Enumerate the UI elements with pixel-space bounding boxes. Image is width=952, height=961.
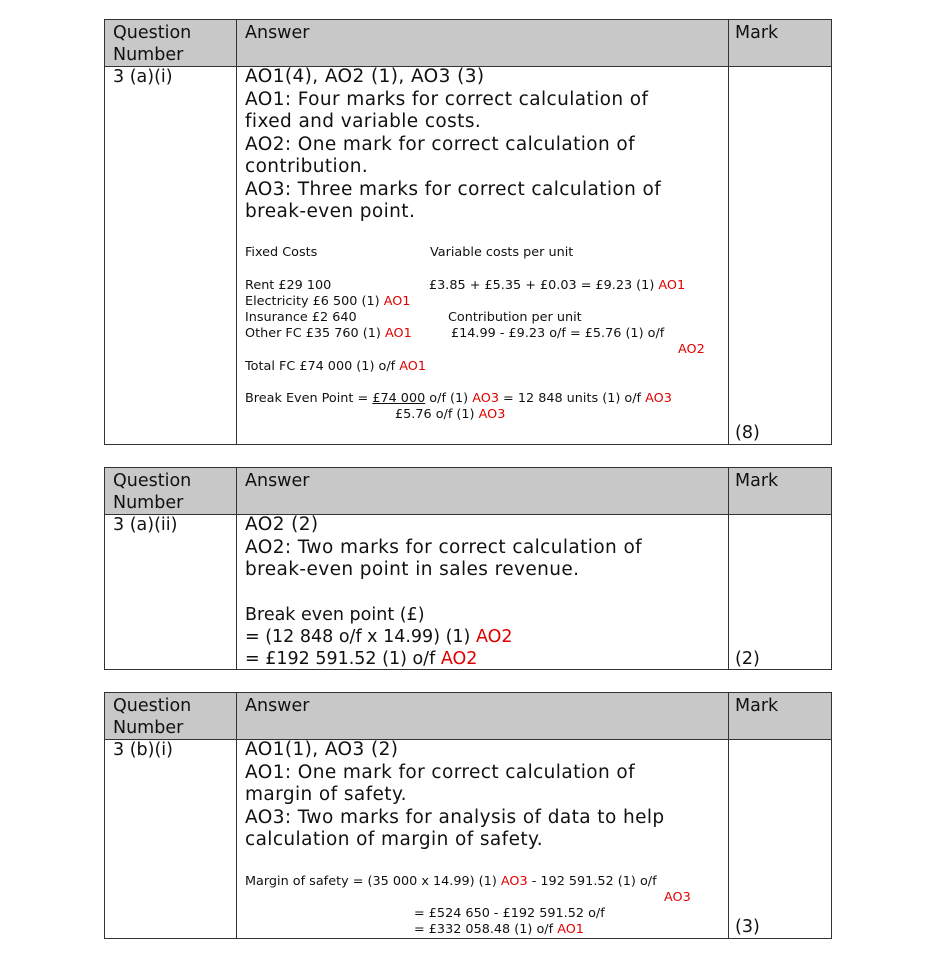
question-number: 3 (a)(ii) <box>113 515 178 535</box>
fixed-costs-label: Fixed Costs <box>245 245 318 260</box>
question-number: 3 (a)(i) <box>113 67 173 87</box>
answer-criteria: AO2 (2) AO2: Two marks for correct calculation of break-even point in sales revenue. <box>245 514 643 580</box>
answer-criteria: AO1(4), AO2 (1), AO3 (3) AO1: Four marks for correct calculation of fixed and variable costs. AO2: One mark for correct calculation of contribution. AO3: Three marks for correct calculation of break-even point. <box>245 66 662 222</box>
table-header <box>105 20 831 67</box>
bep-calc-1: = (12 848 o/f x 14.99) (1) AO2 <box>245 627 513 647</box>
mark-table-3bi <box>104 692 832 939</box>
table-header <box>105 693 831 740</box>
variable-costs-label: Variable costs per unit <box>430 245 574 260</box>
mark-value: (2) <box>735 649 760 669</box>
bep-title: Break even point (£) <box>245 605 425 625</box>
answer-header: Answer <box>245 471 310 491</box>
mark-header: Mark <box>735 696 779 716</box>
break-even-formula: Break Even Point = £74 000 o/f (1) AO3 = 12 848 units (1) o/f AO3 <box>245 391 672 406</box>
question-number-header: Question Number <box>113 471 192 513</box>
break-even-denominator: £5.76 o/f (1) AO3 <box>395 407 506 422</box>
insurance-line: Insurance £2 640 <box>245 310 357 325</box>
total-fc-line: Total FC £74 000 (1) o/f AO1 <box>245 359 426 374</box>
question-number: 3 (b)(i) <box>113 740 173 760</box>
contribution-label: Contribution per unit <box>448 310 582 325</box>
ao3-tag: AO3 <box>664 890 691 905</box>
answer-criteria: AO1(1), AO3 (2) AO1: One mark for correct calculation of margin of safety. AO3: Two marks for analysis of data to help calculation of margin of safety. <box>245 739 665 850</box>
mark-value: (8) <box>735 423 760 443</box>
bep-calc-2: = £192 591.52 (1) o/f AO2 <box>245 649 478 669</box>
contribution-calc: £14.99 - £9.23 o/f = £5.76 (1) o/f <box>451 326 665 341</box>
question-number-header: Question Number <box>113 23 192 65</box>
question-number-header: Question Number <box>113 696 192 738</box>
ao2-tag: AO2 <box>678 342 705 357</box>
mark-table-3ai <box>104 19 832 445</box>
table-header <box>105 468 831 515</box>
other-fc-line: Other FC £35 760 (1) AO1 <box>245 326 412 341</box>
answer-header: Answer <box>245 23 310 43</box>
rent-line: Rent £29 100 <box>245 278 332 293</box>
answer-header: Answer <box>245 696 310 716</box>
mos-calc-2: = £332 058.48 (1) o/f AO1 <box>414 922 584 937</box>
mos-calc-1: = £524 650 - £192 591.52 o/f <box>414 906 605 921</box>
variable-calc: £3.85 + £5.35 + £0.03 = £9.23 (1) AO1 <box>429 278 686 293</box>
margin-of-safety-formula: Margin of safety = (35 000 x 14.99) (1) AO3 - 192 591.52 (1) o/f <box>245 874 657 889</box>
mark-table-3aii <box>104 467 832 670</box>
mark-value: (3) <box>735 917 760 937</box>
mark-header: Mark <box>735 471 779 491</box>
electricity-line: Electricity £6 500 (1) AO1 <box>245 294 411 309</box>
mark-header: Mark <box>735 23 779 43</box>
